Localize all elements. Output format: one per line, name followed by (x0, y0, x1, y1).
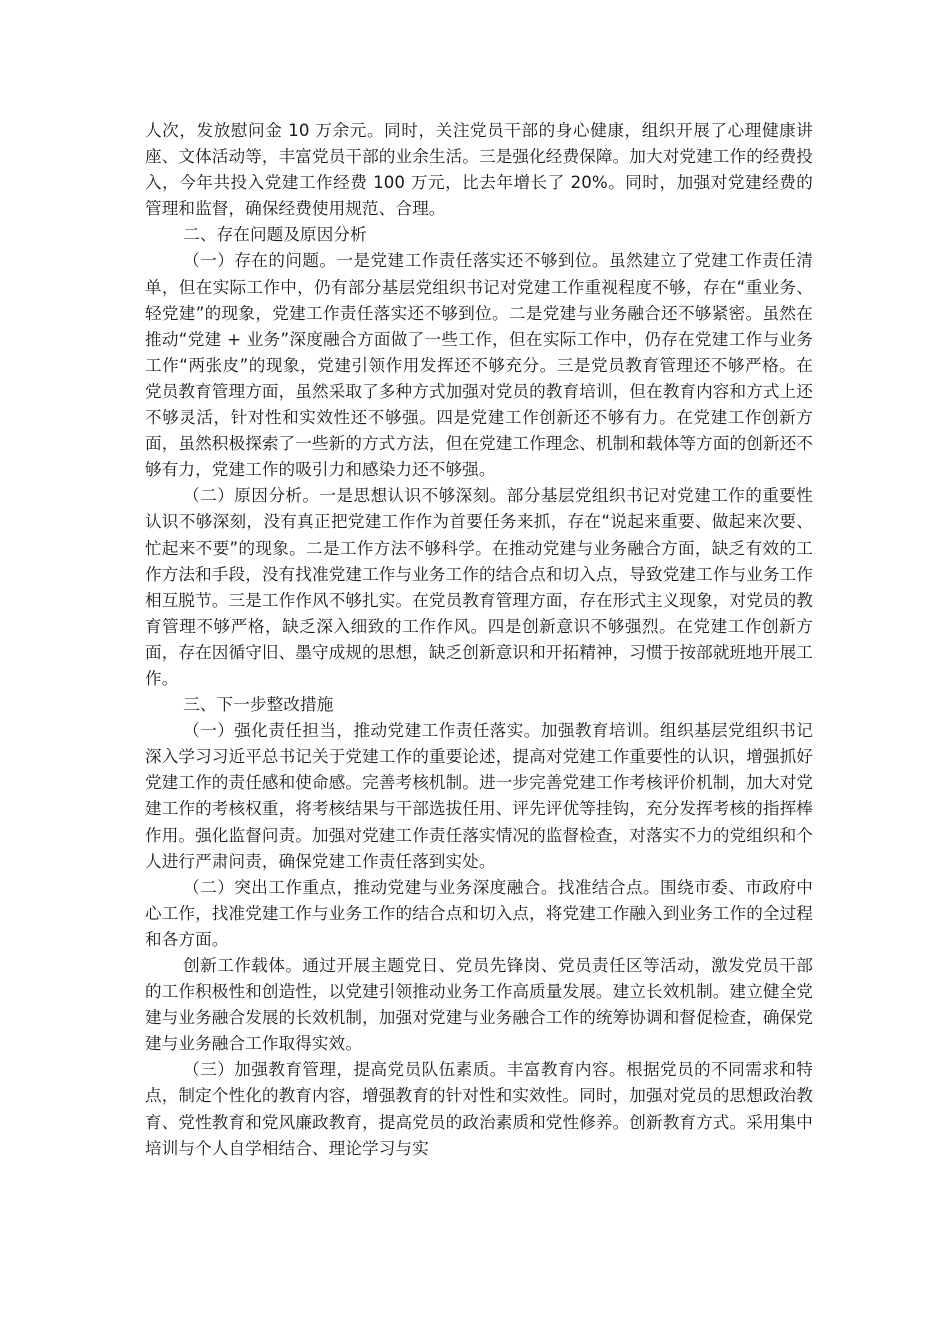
paragraph-innovation: 创新工作载体。通过开展主题党日、党员先锋岗、党员责任区等活动，激发党员干部的工作积极性和创造性，以党建引领推动业务工作高质量发展。建立长效机制。建立健全党建与业务融合发展的长效机制，加强对党建与业务融合工作的统筹协调和督促检查，确保党建与业务融合工作取得实效。 (145, 956, 813, 1054)
document-body (145, 118, 813, 1162)
paragraph-cause-analysis: （二）原因分析。一是思想认识不够深刻。部分基层党组织书记对党建工作的重要性认识不够深刻，没有真正把党建工作作为首要任务来抓，存在“说起来重要、做起来次要、忙起来不要”的现象。二是工作方法不够科学。在推动党建与业务融合方面，缺乏有效的工作方法和手段，没有找准党建工作与业务工作的结合点和切入点，导致党建工作与业务工作相互脱节。三是工作作风不够扎实。在党员教育管理方面，存在形式主义现象，对党员的教育管理不够严格，缺乏深入细致的工作作风。四是创新意识不够强烈。在党建工作创新方面，存在因循守旧、墨守成规的思想，缺乏创新意识和开拓精神，习惯于按部就班地开展工作。 (145, 486, 813, 688)
paragraph-existing-problems: （一）存在的问题。一是党建工作责任落实还不够到位。虽然建立了党建工作责任清单，但在实际工作中，仍有部分基层党组织书记对党建工作重视程度不够，存在“重业务、轻党建”的现象，党建工作责任落实还不够到位。二是党建与业务融合还不够紧密。虽然在推动“党建 + 业务”深度融合方面做了一些工作，但在实际工作中，仍存在党建工作与业务工作“两张皮”的现象，党建引领作用发挥还不够充分。三是党员教育管理还不够严格。在党员教育管理方面，虽然采取了多种方式加强对党员的教育培训，但在教育内容和方式上还不够灵活，针对性和实效性还不够强。四是党建工作创新还不够有力。在党建工作创新方面，虽然积极探索了一些新的方式方法，但在党建工作理念、机制和载体等方面的创新还不够有力，党建工作的吸引力和感染力还不够强。 (145, 251, 813, 480)
section-heading-3: 三、下一步整改措施 (183, 695, 334, 715)
paragraph-responsibility: （一）强化责任担当，推动党建工作责任落实。加强教育培训。组织基层党组织书记深入学习习近平总书记关于党建工作的重要论述，提高对党建工作重要性的认识，增强抓好党建工作的责任感和使命感。完善考核机制。进一步完善党建工作考核评价机制，加大对党建工作的考核权重，将考核结果与干部选拔任用、评先评优等挂钩，充分发挥考核的指挥棒作用。强化监督问责。加强对党建工作责任落实情况的监督检查，对落实不力的党组织和个人进行严肃问责，确保党建工作责任落到实处。 (145, 721, 813, 871)
paragraph-education: （三）加强教育管理，提高党员队伍素质。丰富教育内容。根据党员的不同需求和特点，制定个性化的教育内容，增强教育的针对性和实效性。同时，加强对党员的思想政治教育、党性教育和党风廉政教育，提高党员的政治素质和党性修养。创新教育方式。采用集中培训与个人自学相结合、理论学习与实 (145, 1060, 813, 1158)
paragraph-integration: （二）突出工作重点，推动党建与业务深度融合。找准结合点。围绕市委、市政府中心工作，找准党建工作与业务工作的结合点和切入点，将党建工作融入到业务工作的全过程和各方面。 (145, 877, 813, 949)
section-heading-2: 二、存在问题及原因分析 (183, 225, 367, 245)
paragraph-continuation: 人次，发放慰问金 10 万余元。同时，关注党员干部的身心健康，组织开展了心理健康讲座、文体活动等，丰富党员干部的业余生活。三是强化经费保障。加大对党建工作的经费投入，今年共投入党建工作经费 100 万元，比去年增长了 20%。同时，加强对党建经费的管理和监督，确保经费使用规范、合理。 (145, 121, 813, 219)
